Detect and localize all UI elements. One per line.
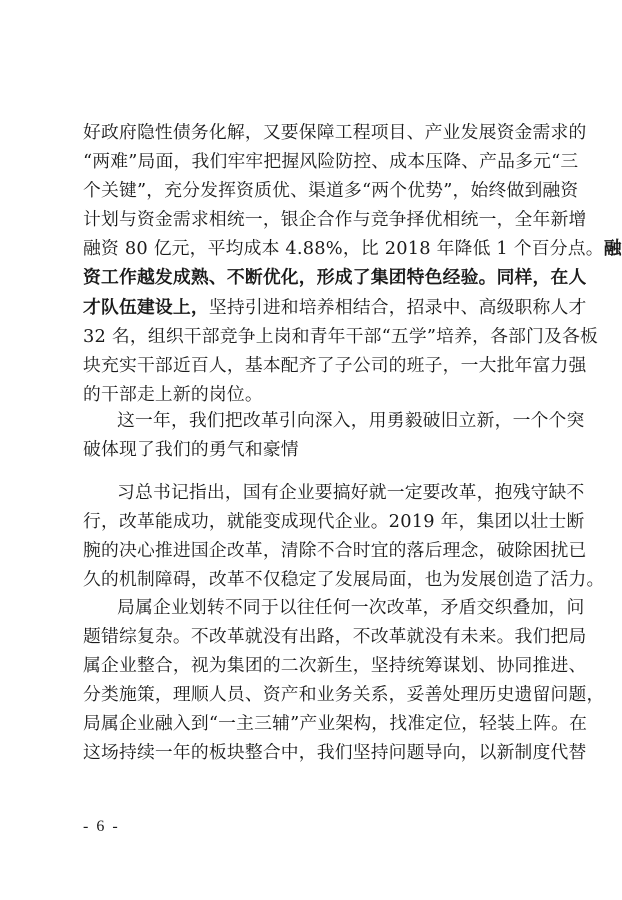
text-normal: 坚持引进和培养相结合，招录中、高级职称人才	[208, 296, 587, 318]
text-line: 的干部走上新的岗位。	[83, 383, 263, 405]
section-heading	[83, 406, 585, 464]
text-line: 习总书记指出，国有企业要搞好就一定要改革，抱残守缺不	[117, 482, 585, 503]
text-line: 块充实干部近百人，基本配齐了子公司的班子，一大批年富力强	[83, 354, 587, 376]
text-line-bold: 资工作越发成熟、不断优化，形成了集团特色经验。同样，在人	[83, 267, 587, 289]
heading-line: 这一年，我们把改革引向深入，用勇毅破旧立新，一个个突	[117, 410, 585, 431]
text-line: 属企业整合，视为集团的二次新生，坚持统筹谋划、协同推进、	[83, 655, 587, 677]
page-number: - 6 -	[83, 818, 120, 835]
text-line: 分类施策，理顺人员、资产和业务关系，妥善处理历史遗留问题，	[83, 684, 605, 706]
text-line	[83, 293, 587, 322]
text-line: 计划与资金需求相统一，银企合作与竞争择优相统一，全年新增	[83, 209, 587, 231]
heading-line: 破体现了我们的勇气和豪情	[83, 439, 299, 461]
text-line: 个关键”，充分发挥资质优、渠道多“两个优势”，始终做到融资	[83, 180, 579, 202]
text-line: 局属企业融入到“一主三辅”产业架构，找准定位，轻装上阵。在	[83, 713, 588, 735]
paragraph-reform	[83, 478, 605, 594]
text-line: 好政府隐性债务化解，又要保障工程项目、产业发展资金需求的	[83, 122, 587, 143]
text-line: 久的机制障碍，改革不仅稳定了发展局面，也为发展创造了活力。	[83, 569, 605, 591]
paragraph-integration	[83, 593, 605, 768]
text-line: 32 名，组织干部竞争上岗和青年干部“五学”培养，各部门及各板	[83, 325, 598, 347]
text-bold: 才队伍建设上，	[83, 296, 209, 318]
text-line: 题错综复杂。不改革就没有出路，不改革就没有未来。我们把局	[83, 626, 587, 648]
text-line	[83, 234, 622, 263]
text-line: 局属企业划转不同于以往任何一次改革，矛盾交织叠加，问	[117, 597, 585, 618]
text-line: “两难”局面，我们牢牢把握风险防控、成本压降、产品多元“三	[83, 151, 579, 173]
text-bold: 融	[603, 238, 622, 260]
text-line: 腕的决心推进国企改革，清除不合时宜的落后理念，破除困扰已	[83, 540, 587, 562]
text-normal: 融资 80 亿元，平均成本 4.88%，比 2018 年降低 1 个百分点。	[83, 238, 604, 260]
paragraph-financing	[83, 118, 622, 409]
text-line: 这场持续一年的板块整合中，我们坚持问题导向，以新制度代替	[83, 742, 587, 764]
text-line: 行，改革能成功，就能变成现代企业。2019 年，集团以壮士断	[83, 511, 585, 533]
